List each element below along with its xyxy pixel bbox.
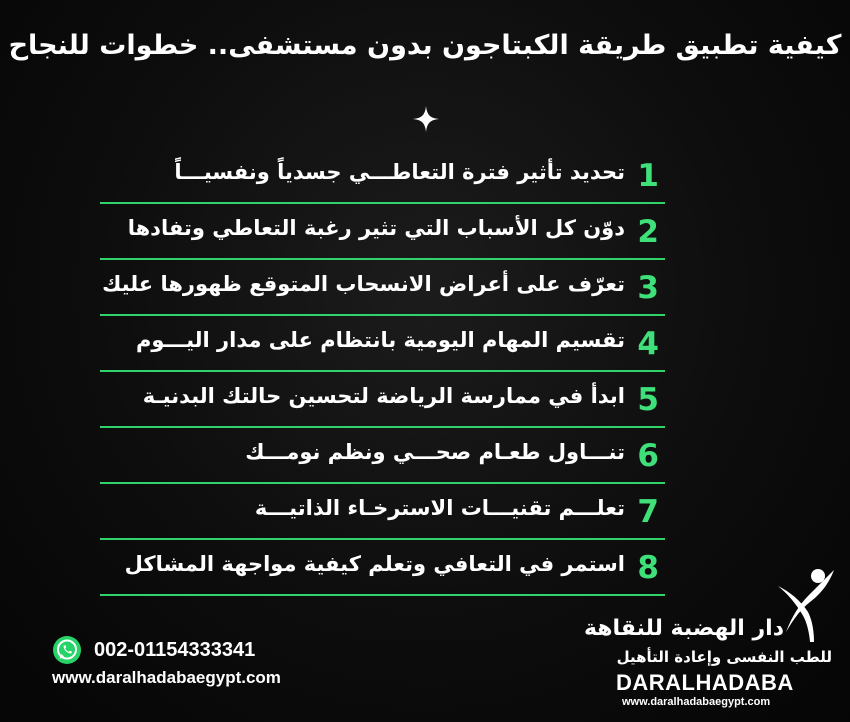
brand-logo [583, 566, 842, 716]
step-item-5 [100, 372, 665, 428]
logo-english-name: DARALHADABA [616, 670, 794, 695]
step-text: تعلـــم تقنيـــات الاسترخـاء الذاتيـــة [254, 496, 625, 520]
steps-list [100, 148, 665, 596]
step-number: 3 [637, 270, 659, 306]
step-item-8 [100, 540, 665, 596]
step-number: 5 [637, 382, 659, 418]
step-number: 2 [637, 214, 659, 250]
step-number: 1 [637, 158, 659, 194]
sparkle-icon [413, 106, 439, 132]
whatsapp-icon[interactable] [52, 635, 82, 665]
phone-number: 002-01154333341 [94, 638, 256, 661]
step-item-7 [100, 484, 665, 540]
contact-phone[interactable] [52, 634, 255, 666]
step-text: تعرّف على أعراض الانسحاب المتوقع ظهورها عليك [102, 272, 625, 296]
step-item-4 [100, 316, 665, 372]
step-item-2 [100, 204, 665, 260]
logo-arabic-subtitle: للطب النفسى وإعادة التأهيل [616, 648, 832, 666]
step-text: استمر في التعافي وتعلم كيفية مواجهة المشاكل [124, 552, 625, 576]
step-number: 4 [637, 326, 659, 362]
logo-url: www.daralhadabaegypt.com [622, 696, 771, 708]
page-title: كيفية تطبيق طريقة الكبتاجون بدون مستشفى.. خطوات للنجاح [8, 30, 842, 61]
step-number: 8 [637, 550, 659, 586]
step-text: تحديد تأثير فترة التعاطـــي جسدياً ونفسيـــاً [174, 160, 625, 184]
step-item-3 [100, 260, 665, 316]
step-text: تنـــاول طعـام صحـــي ونظم نومـــك [245, 440, 625, 464]
step-text: ابدأ في ممارسة الرياضة لتحسين حالتك البدنيـة [142, 384, 625, 408]
step-text: تقسيم المهام اليومية بانتظام على مدار اليـــوم [136, 328, 625, 352]
step-number: 7 [637, 494, 659, 530]
step-item-1 [100, 148, 665, 204]
step-item-6 [100, 428, 665, 484]
logo-arabic-name: دار الهضبة للنقاهة [583, 616, 784, 641]
website-link[interactable]: www.daralhadabaegypt.com [52, 668, 281, 687]
step-number: 6 [637, 438, 659, 474]
step-text: دوّن كل الأسباب التي تثير رغبة التعاطي وتفادها [127, 216, 625, 240]
